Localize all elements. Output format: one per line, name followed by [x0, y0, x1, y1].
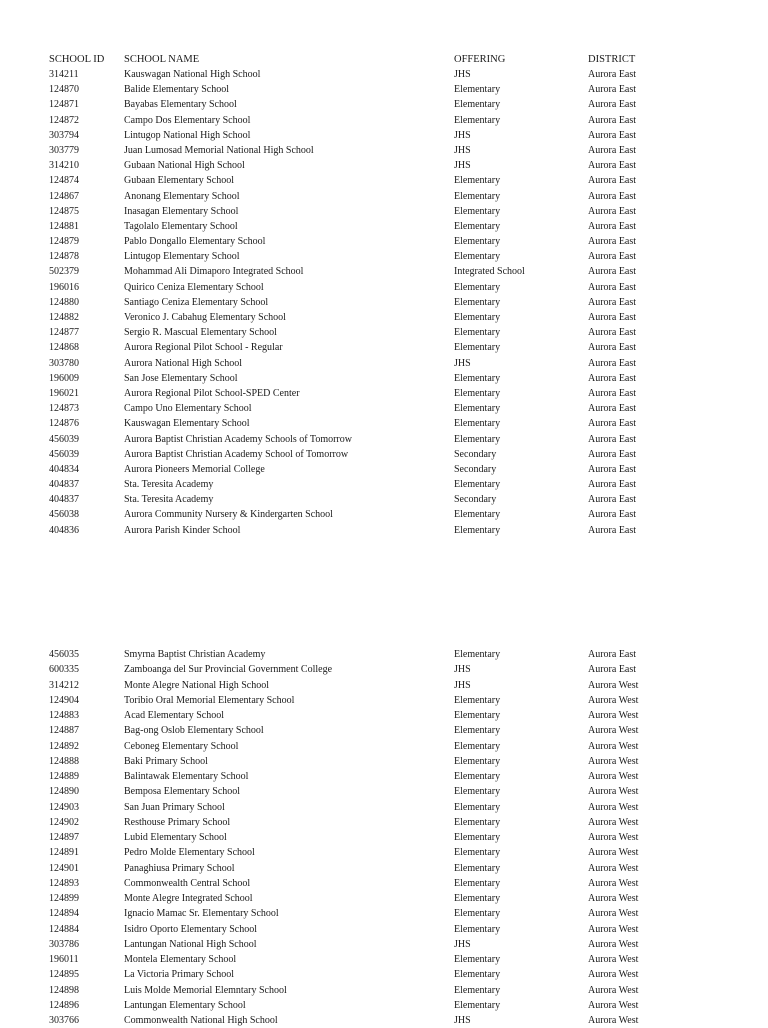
school-name-cell: Veronico J. Cabahug Elementary School	[124, 312, 286, 323]
school-name-cell: Balintawak Elementary School	[124, 771, 249, 782]
school-id-cell: 124889	[49, 771, 79, 782]
offering-cell: Elementary	[454, 387, 501, 399]
table-row	[0, 82, 768, 97]
offering-cell: Elementary	[454, 220, 501, 232]
school-id-cell: 124877	[49, 327, 79, 339]
district-cell: Aurora East	[588, 99, 637, 111]
school-name-cell: Quirico Ceniza Elementary School	[124, 281, 264, 293]
school-name-cell: Aurora Regional Pilot School-SPED Center	[124, 387, 300, 399]
school-id-cell: 314210	[49, 160, 79, 172]
offering-cell: Elementary	[454, 877, 501, 889]
school-id-cell: 124872	[49, 114, 79, 126]
school-id-cell: 124878	[49, 251, 79, 263]
school-id-cell: 124868	[49, 342, 79, 354]
table-row	[0, 784, 768, 799]
header-offering: OFFERING	[454, 54, 506, 65]
offering-cell: Elementary	[454, 771, 501, 782]
offering-cell: Elementary	[454, 236, 501, 248]
table-row	[0, 219, 768, 234]
offering-cell: JHS	[454, 938, 471, 950]
offering-cell: JHS	[454, 160, 471, 172]
offering-cell: Elementary	[454, 99, 501, 111]
table-body-1	[0, 67, 768, 538]
table-row	[0, 97, 768, 112]
school-name-cell: Toribio Oral Memorial Elementary School	[124, 694, 295, 706]
school-id-cell: 124881	[49, 220, 79, 232]
district-cell: Aurora East	[588, 114, 637, 126]
offering-cell: Elementary	[454, 372, 501, 384]
district-cell: Aurora East	[588, 160, 637, 172]
school-name-cell: San Jose Elementary School	[124, 372, 238, 384]
offering-cell: Elementary	[454, 509, 501, 521]
offering-cell: Elementary	[454, 281, 501, 293]
table-row	[0, 1013, 768, 1028]
table-row	[0, 769, 768, 784]
school-name-cell: Luis Molde Memorial Elemntary School	[124, 984, 287, 996]
table-row	[0, 861, 768, 876]
table-row	[0, 462, 768, 477]
district-cell: Aurora East	[588, 509, 637, 521]
offering-cell: Elementary	[454, 847, 501, 859]
offering-cell: Elementary	[454, 84, 501, 96]
school-id-cell: 196016	[49, 281, 79, 293]
table-row	[0, 371, 768, 386]
offering-cell: Elementary	[454, 114, 501, 126]
table-row	[0, 280, 768, 295]
district-cell: Aurora West	[588, 999, 639, 1011]
school-id-cell: 124904	[49, 694, 79, 706]
school-name-cell: Sta. Teresita Academy	[124, 479, 214, 491]
offering-cell: Secondary	[454, 448, 497, 460]
table-section-2	[0, 647, 768, 1028]
table-row	[0, 708, 768, 723]
district-cell: Aurora East	[588, 84, 637, 96]
district-cell: Aurora East	[588, 312, 637, 323]
district-cell: Aurora East	[588, 266, 637, 278]
district-cell: Aurora East	[588, 494, 637, 506]
offering-cell: JHS	[454, 679, 471, 691]
table-row	[0, 173, 768, 188]
school-name-cell: Kauswagan Elementary School	[124, 418, 250, 430]
district-cell: Aurora East	[588, 342, 637, 354]
offering-cell: Elementary	[454, 694, 501, 706]
district-cell: Aurora East	[588, 403, 637, 415]
school-name-cell: Isidro Oporto Elementary School	[124, 923, 258, 935]
school-name-cell: Gubaan Elementary School	[124, 175, 234, 187]
district-cell: Aurora West	[588, 1015, 639, 1026]
school-id-cell: 124899	[49, 893, 79, 904]
school-id-cell: 303766	[49, 1015, 79, 1026]
table-row	[0, 952, 768, 967]
offering-cell: Elementary	[454, 816, 501, 828]
table-row	[0, 891, 768, 906]
table-body-2	[0, 647, 768, 1028]
offering-cell: Elementary	[454, 327, 501, 339]
district-cell: Aurora West	[588, 938, 639, 950]
district-cell: Aurora East	[588, 448, 637, 460]
school-id-cell: 124879	[49, 236, 79, 248]
school-id-cell: 303786	[49, 938, 79, 950]
district-cell: Aurora West	[588, 954, 639, 965]
school-name-cell: Acad Elementary School	[124, 710, 224, 721]
district-cell: Aurora East	[588, 524, 637, 536]
table-row	[0, 754, 768, 769]
school-id-cell: 124903	[49, 801, 79, 813]
district-cell: Aurora East	[588, 387, 637, 399]
school-id-cell: 456035	[49, 649, 79, 660]
school-name-cell: Lantungan Elementary School	[124, 999, 246, 1011]
school-name-cell: Pedro Molde Elementary School	[124, 847, 255, 859]
table-row	[0, 189, 768, 204]
school-id-cell: 404836	[49, 524, 79, 536]
school-id-cell: 456039	[49, 433, 79, 445]
school-name-cell: Commonwealth Central School	[124, 877, 251, 889]
table-row	[0, 128, 768, 143]
school-name-cell: Aurora Parish Kinder School	[124, 524, 241, 536]
school-id-cell: 124890	[49, 786, 79, 798]
table-section-1	[0, 52, 768, 538]
school-id-cell: 196011	[49, 954, 79, 965]
school-name-cell: Inasagan Elementary School	[124, 205, 239, 217]
table-row	[0, 937, 768, 952]
school-id-cell: 124870	[49, 84, 79, 96]
offering-cell: Elementary	[454, 433, 501, 445]
header-school-name: SCHOOL NAME	[124, 54, 200, 65]
district-cell: Aurora East	[588, 236, 637, 248]
table-row	[0, 906, 768, 921]
offering-cell: Elementary	[454, 893, 501, 904]
district-cell: Aurora East	[588, 220, 637, 232]
school-id-cell: 124880	[49, 296, 79, 308]
school-id-cell: 124898	[49, 984, 79, 996]
offering-cell: Elementary	[454, 342, 501, 354]
table-row	[0, 507, 768, 522]
school-id-cell: 124883	[49, 710, 79, 721]
district-cell: Aurora East	[588, 144, 637, 156]
school-name-cell: Monte Alegre Integrated School	[124, 893, 253, 904]
table-header	[0, 52, 768, 67]
school-id-cell: 124884	[49, 923, 79, 935]
school-name-cell: Balide Elementary School	[124, 84, 229, 96]
school-name-cell: Ceboneg Elementary School	[124, 740, 239, 752]
district-cell: Aurora West	[588, 893, 639, 904]
offering-cell: Elementary	[454, 479, 501, 491]
school-name-cell: Ignacio Mamac Sr. Elementary School	[124, 908, 279, 920]
offering-cell: Elementary	[454, 725, 501, 737]
school-name-cell: Lantungan National High School	[124, 938, 257, 950]
school-id-cell: 196021	[49, 387, 79, 399]
offering-cell: Elementary	[454, 984, 501, 996]
table-row	[0, 310, 768, 325]
district-cell: Aurora West	[588, 755, 639, 767]
district-cell: Aurora East	[588, 664, 637, 676]
table-row	[0, 477, 768, 492]
school-name-cell: Baki Primary School	[124, 755, 208, 767]
school-id-cell: 314212	[49, 679, 79, 691]
school-name-cell: Mohammad Ali Dimaporo Integrated School	[124, 266, 304, 278]
district-cell: Aurora West	[588, 984, 639, 996]
district-cell: Aurora East	[588, 281, 637, 293]
table-row	[0, 876, 768, 891]
table-row	[0, 845, 768, 860]
school-name-cell: Tagolalo Elementary School	[124, 220, 238, 232]
school-name-cell: Aurora Baptist Christian Academy Schools of Tomorrow	[124, 433, 352, 445]
table-row	[0, 113, 768, 128]
school-name-cell: Juan Lumosad Memorial National High School	[124, 144, 314, 156]
district-cell: Aurora East	[588, 649, 637, 660]
table-row	[0, 401, 768, 416]
school-id-cell: 124892	[49, 740, 79, 752]
offering-cell: Elementary	[454, 862, 501, 874]
school-name-cell: Resthouse Primary School	[124, 816, 231, 828]
school-id-cell: 303780	[49, 357, 79, 369]
offering-cell: JHS	[454, 664, 471, 676]
offering-cell: Elementary	[454, 999, 501, 1011]
district-cell: Aurora West	[588, 862, 639, 874]
school-id-cell: 404837	[49, 479, 79, 491]
school-name-cell: Pablo Dongallo Elementary School	[124, 236, 266, 248]
school-id-cell: 124888	[49, 755, 79, 767]
table-row	[0, 234, 768, 249]
table-row	[0, 678, 768, 693]
school-name-cell: Aurora Regional Pilot School - Regular	[124, 342, 283, 354]
district-cell: Aurora West	[588, 679, 639, 691]
school-id-cell: 303779	[49, 144, 79, 156]
district-cell: Aurora East	[588, 69, 637, 80]
table-row	[0, 158, 768, 173]
school-id-cell: 124873	[49, 403, 79, 415]
district-cell: Aurora East	[588, 129, 637, 141]
offering-cell: Secondary	[454, 463, 497, 475]
offering-cell: Elementary	[454, 710, 501, 721]
offering-cell: Elementary	[454, 969, 501, 981]
school-name-cell: Aurora Pioneers Memorial College	[124, 463, 265, 475]
table-row	[0, 295, 768, 310]
school-id-cell: 196009	[49, 372, 79, 384]
school-name-cell: Lintugop National High School	[124, 129, 251, 141]
table-row	[0, 325, 768, 340]
district-cell: Aurora East	[588, 433, 637, 445]
district-cell: Aurora West	[588, 694, 639, 706]
school-id-cell: 314211	[49, 69, 79, 80]
table-row	[0, 416, 768, 431]
school-id-cell: 124874	[49, 175, 79, 187]
table-row	[0, 492, 768, 507]
school-id-cell: 404837	[49, 494, 79, 506]
district-cell: Aurora East	[588, 418, 637, 430]
district-cell: Aurora West	[588, 725, 639, 737]
offering-cell: JHS	[454, 1015, 471, 1026]
table-row	[0, 523, 768, 538]
school-name-cell: Santiago Ceniza Elementary School	[124, 296, 269, 308]
header-school-id: SCHOOL ID	[49, 54, 105, 65]
district-cell: Aurora East	[588, 251, 637, 263]
school-id-cell: 124893	[49, 877, 79, 889]
school-name-cell: Sergio R. Mascual Elementary School	[124, 327, 277, 339]
table-row	[0, 983, 768, 998]
offering-cell: Elementary	[454, 801, 501, 813]
school-name-cell: Monte Alegre National High School	[124, 679, 269, 691]
district-cell: Aurora West	[588, 786, 639, 798]
table-row	[0, 264, 768, 279]
school-id-cell: 124871	[49, 99, 79, 111]
table-row	[0, 815, 768, 830]
school-id-cell: 124891	[49, 847, 79, 859]
district-cell: Aurora East	[588, 190, 637, 202]
district-cell: Aurora East	[588, 327, 637, 339]
table-row	[0, 386, 768, 401]
district-cell: Aurora West	[588, 877, 639, 889]
district-cell: Aurora West	[588, 740, 639, 752]
offering-cell: Elementary	[454, 312, 501, 323]
offering-cell: Elementary	[454, 649, 501, 660]
school-id-cell: 404834	[49, 463, 79, 475]
offering-cell: Elementary	[454, 954, 501, 965]
district-cell: Aurora East	[588, 175, 637, 187]
district-cell: Aurora West	[588, 832, 639, 843]
offering-cell: JHS	[454, 69, 471, 80]
school-name-cell: Kauswagan National High School	[124, 69, 261, 80]
district-cell: Aurora East	[588, 479, 637, 491]
school-name-cell: Sta. Teresita Academy	[124, 494, 214, 506]
school-id-cell: 124882	[49, 312, 79, 323]
offering-cell: JHS	[454, 129, 471, 141]
offering-cell: Elementary	[454, 740, 501, 752]
school-id-cell: 303794	[49, 129, 79, 141]
offering-cell: Elementary	[454, 418, 501, 430]
offering-cell: Elementary	[454, 908, 501, 920]
school-id-cell: 124897	[49, 832, 79, 843]
offering-cell: Secondary	[454, 494, 497, 506]
district-cell: Aurora East	[588, 463, 637, 475]
offering-cell: Elementary	[454, 755, 501, 767]
offering-cell: Elementary	[454, 251, 501, 263]
table-row	[0, 340, 768, 355]
offering-cell: Elementary	[454, 524, 501, 536]
school-name-cell: Aurora Baptist Christian Academy School of Tomorrow	[124, 448, 349, 460]
district-cell: Aurora East	[588, 357, 637, 369]
district-cell: Aurora West	[588, 801, 639, 813]
table-row	[0, 143, 768, 158]
table-row	[0, 998, 768, 1013]
offering-cell: Elementary	[454, 403, 501, 415]
table-row	[0, 723, 768, 738]
table-row	[0, 647, 768, 662]
table-row	[0, 662, 768, 677]
school-name-cell: Anonang Elementary School	[124, 190, 240, 202]
district-cell: Aurora East	[588, 296, 637, 308]
school-id-cell: 124876	[49, 418, 79, 430]
district-cell: Aurora East	[588, 372, 637, 384]
table-row	[0, 800, 768, 815]
table-row	[0, 830, 768, 845]
district-cell: Aurora West	[588, 710, 639, 721]
school-id-cell: 502379	[49, 266, 79, 278]
district-cell: Aurora West	[588, 771, 639, 782]
school-id-cell: 456039	[49, 448, 79, 460]
school-name-cell: Bag-ong Oslob Elementary School	[124, 725, 264, 737]
offering-cell: Integrated School	[454, 266, 525, 278]
table-row	[0, 922, 768, 937]
table-row	[0, 967, 768, 982]
table-row	[0, 432, 768, 447]
district-cell: Aurora West	[588, 969, 639, 981]
table-row	[0, 356, 768, 371]
district-cell: Aurora West	[588, 816, 639, 828]
school-id-cell: 124895	[49, 969, 79, 981]
school-id-cell: 124901	[49, 862, 79, 874]
header-district: DISTRICT	[588, 54, 636, 65]
offering-cell: Elementary	[454, 175, 501, 187]
school-name-cell: Smyrna Baptist Christian Academy	[124, 649, 266, 660]
table-row	[0, 249, 768, 264]
offering-cell: Elementary	[454, 832, 501, 843]
offering-cell: Elementary	[454, 190, 501, 202]
district-cell: Aurora East	[588, 205, 637, 217]
school-name-cell: Aurora Community Nursery & Kindergarten School	[124, 509, 333, 521]
offering-cell: Elementary	[454, 296, 501, 308]
district-cell: Aurora West	[588, 908, 639, 920]
school-id-cell: 600335	[49, 664, 79, 676]
school-id-cell: 124896	[49, 999, 79, 1011]
school-id-cell: 124894	[49, 908, 79, 920]
offering-cell: JHS	[454, 357, 471, 369]
school-name-cell: Lintugop Elementary School	[124, 251, 240, 263]
school-name-cell: Bemposa Elementary School	[124, 786, 241, 798]
school-name-cell: Bayabas Elementary School	[124, 99, 237, 111]
district-cell: Aurora West	[588, 923, 639, 935]
table-row	[0, 693, 768, 708]
school-id-cell: 456038	[49, 509, 79, 521]
school-name-cell: Aurora National High School	[124, 357, 243, 369]
table-row	[0, 447, 768, 462]
offering-cell: Elementary	[454, 205, 501, 217]
offering-cell: Elementary	[454, 923, 501, 935]
school-id-cell: 124902	[49, 816, 79, 828]
school-name-cell: Campo Uno Elementary School	[124, 403, 252, 415]
school-name-cell: Campo Dos Elementary School	[124, 114, 251, 126]
school-name-cell: La Victoria Primary School	[124, 969, 235, 981]
district-cell: Aurora West	[588, 847, 639, 859]
school-id-cell: 124875	[49, 205, 79, 217]
offering-cell: Elementary	[454, 786, 501, 798]
school-name-cell: Gubaan National High School	[124, 160, 245, 172]
school-id-cell: 124867	[49, 190, 79, 202]
table-row	[0, 739, 768, 754]
school-name-cell: San Juan Primary School	[124, 801, 225, 813]
school-name-cell: Panaghiusa Primary School	[124, 862, 235, 874]
school-id-cell: 124887	[49, 725, 79, 737]
school-name-cell: Lubid Elementary School	[124, 832, 227, 843]
offering-cell: JHS	[454, 144, 471, 156]
table-row	[0, 204, 768, 219]
school-name-cell: Montela Elementary School	[124, 954, 237, 965]
table-row	[0, 67, 768, 82]
school-name-cell: Commonwealth National High School	[124, 1015, 278, 1026]
school-name-cell: Zamboanga del Sur Provincial Government College	[124, 664, 333, 676]
